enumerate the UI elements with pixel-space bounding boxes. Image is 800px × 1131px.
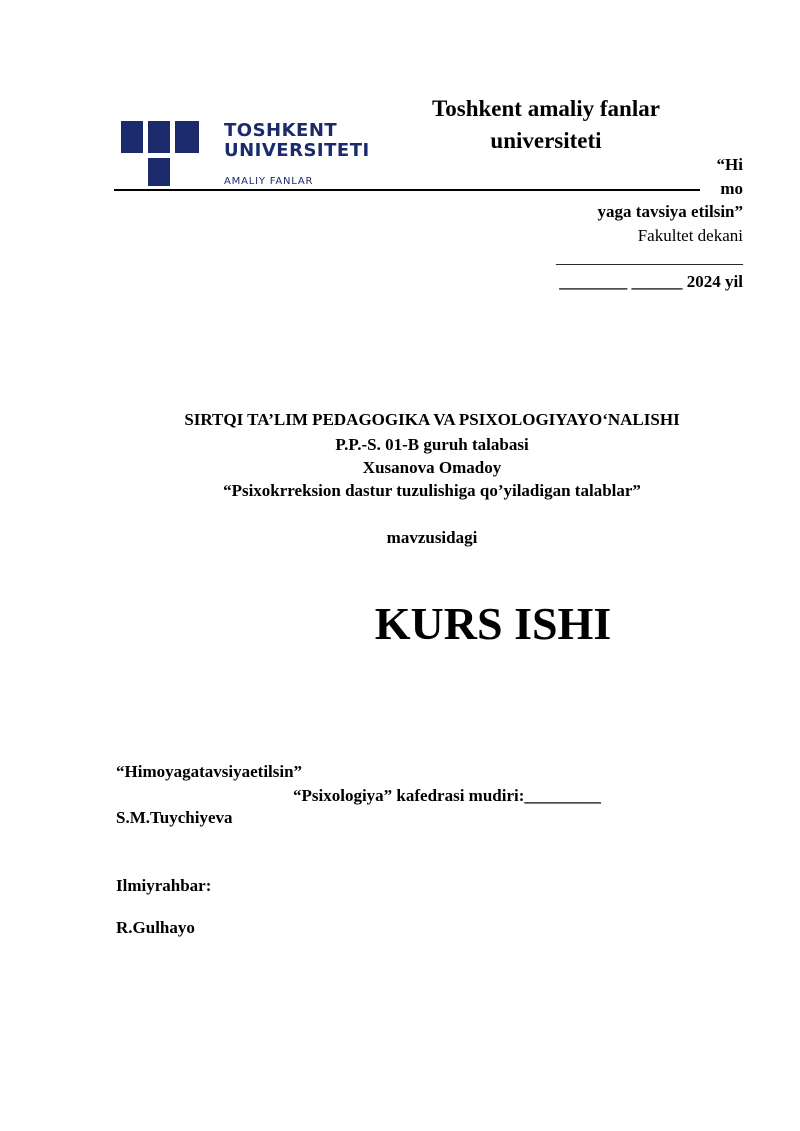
department-head-label: “Psixologiya” kafedrasi mudiri:_________ xyxy=(293,786,601,805)
approval-line3: yaga tavsiya etilsin” xyxy=(597,202,743,221)
topic-suffix: mavzusidagi xyxy=(386,528,478,547)
student-name: Xusanova Omadoy xyxy=(362,458,502,477)
department-head-name: S.M.Tuychiyeva xyxy=(116,808,233,827)
dean-label: Fakultet dekani xyxy=(637,226,743,245)
course-topic: “Psixokrreksion dastur tuzulishiga qo’yiladigan talablar” xyxy=(223,481,641,500)
university-title-line2: universiteti xyxy=(490,128,602,153)
logo-square-2 xyxy=(148,121,170,153)
supervisor-name: R.Gulhayo xyxy=(116,918,195,937)
logo-text-amaliy-fanlar: AMALIY FANLAR xyxy=(224,176,314,187)
approval-line1: “Hi xyxy=(716,155,743,174)
approval-date: ________ ______ 2024 yil xyxy=(559,272,743,291)
approval-line2: mo xyxy=(720,179,743,198)
header-divider xyxy=(114,189,700,191)
university-logo xyxy=(118,118,370,190)
document-title: KURS ISHI xyxy=(374,598,612,649)
dean-signature-line: ______________________ xyxy=(556,248,743,267)
student-group: P.P.-S. 01-B guruh talabasi xyxy=(335,435,529,454)
logo-square-1 xyxy=(121,121,143,153)
university-title-line1: Toshkent amaliy fanlar xyxy=(432,96,660,121)
logo-square-3 xyxy=(175,121,199,153)
supervisor-label: Ilmiyrahbar: xyxy=(116,876,212,895)
logo-text-universiteti: UNIVERSITETI xyxy=(224,140,370,161)
logo-text-toshkent: TOSHKENT xyxy=(224,120,338,141)
study-direction: SIRTQI TA’LIM PEDAGOGIKA VA PSIXOLOGIYAYO‘NALISHI xyxy=(184,410,680,429)
defense-recommendation: “Himoyagatavsiyaetilsin” xyxy=(116,762,303,781)
university-title xyxy=(400,93,692,157)
logo-square-4 xyxy=(148,158,170,186)
